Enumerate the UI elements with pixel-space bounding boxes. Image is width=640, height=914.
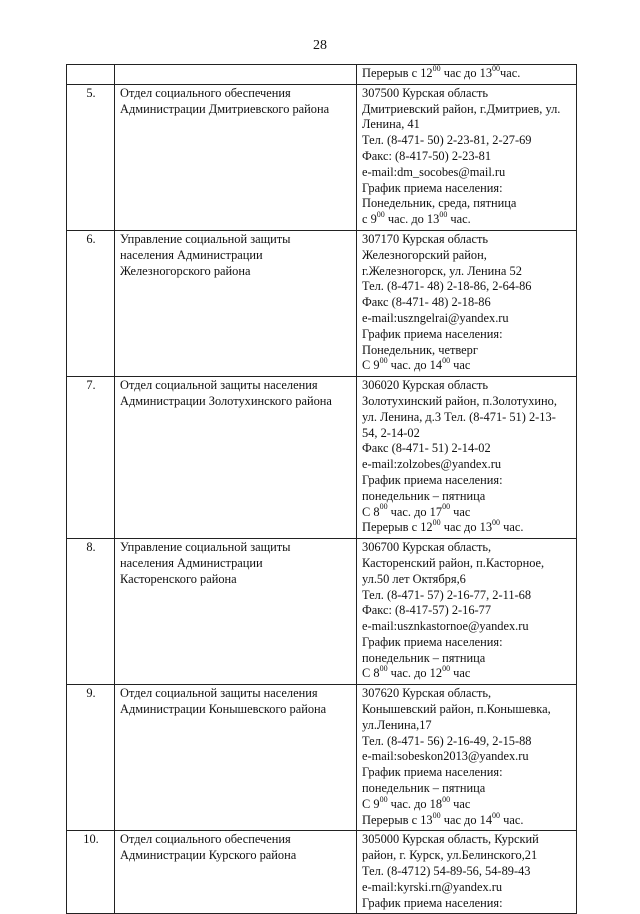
table-row [67, 685, 577, 831]
contact-info [357, 685, 577, 831]
offices-table [66, 64, 577, 914]
contact-line: Факс (8-471- 51) 2-14-02 [362, 441, 491, 456]
row-number: 10. [67, 831, 115, 914]
contact-line: 305000 Курская область, Курский [362, 832, 539, 847]
table-row [67, 539, 577, 685]
contact-line: С $8^{00}$ час. до $17^{00}$ час [362, 502, 471, 519]
department-name-line: Администрации Дмитриевского района [120, 101, 330, 116]
contact-line: 307170 Курская область [362, 231, 489, 246]
contact-line: район, г. Курск, ул.Белинского,21 [362, 848, 538, 863]
continuation-row [67, 65, 577, 85]
contact-line: 307500 Курская область [362, 85, 489, 100]
department-name-line: Управление социальной защиты [120, 231, 291, 246]
department-name [115, 539, 357, 685]
contact-line: Тел. (8-471- 50) 2-23-81, 2-27-69 [362, 133, 532, 148]
department-name-line: Отдел социального обеспечения [120, 85, 291, 100]
contact-line: С $9^{00}$ час. до $18^{00}$ час [362, 794, 471, 811]
department-name-line: Администрации Курского района [120, 848, 297, 863]
contact-line: Понедельник, четверг [362, 342, 478, 357]
contact-line: С $8^{00}$ час. до $12^{00}$ час [362, 664, 471, 681]
row-number: 5. [67, 84, 115, 230]
department-name-line: Касторенского района [120, 571, 237, 586]
contact-line: понедельник – пятница [362, 650, 486, 665]
table-row [67, 831, 577, 914]
contact-line: e-mail:uszngelrai@yandex.ru [362, 310, 509, 325]
contact-line: График приема населения: [362, 895, 503, 910]
contact-line: 306020 Курская область [362, 378, 489, 393]
name-cell [115, 65, 357, 85]
department-name-line: Отдел социальной защиты населения [120, 686, 318, 701]
contact-line: e-mail:usznkastornoe@yandex.ru [362, 619, 529, 634]
contact-line: График приема населения: [362, 765, 503, 780]
contact-line: Железногорский район, [362, 247, 487, 262]
page-number: 28 [313, 38, 327, 53]
contact-info [357, 230, 577, 376]
num-cell [67, 65, 115, 85]
contact-line: e-mail:zolzobes@yandex.ru [362, 457, 502, 472]
department-name [115, 685, 357, 831]
contact-line: График приема населения: [362, 634, 503, 649]
continuation-text: Перерыв с $12^{00}$ час до $13^{00}час$. [362, 63, 521, 80]
department-name-line: Администрации Золотухинского района [120, 393, 332, 408]
contact-line: ул.Ленина,17 [362, 717, 432, 732]
contact-line: понедельник – пятница [362, 781, 486, 796]
contact-line: Факс (8-471- 48) 2-18-86 [362, 295, 491, 310]
contact-line: Касторенский район, п.Касторное, [362, 555, 545, 570]
info-cell [357, 65, 577, 85]
department-name-line: населения Администрации [120, 555, 263, 570]
contact-info [357, 377, 577, 539]
contact-line: г.Железногорск, ул. Ленина 52 [362, 263, 522, 278]
contact-line: Факс: (8-417-50) 2-23-81 [362, 148, 492, 163]
contact-line: Перерыв с $13^{00}$ час до $14^{00}$ час. [362, 810, 524, 827]
contact-line: Тел. (8-471- 56) 2-16-49, 2-15-88 [362, 733, 532, 748]
contact-line: 54, 2-14-02 [362, 425, 420, 440]
contact-line: График приема населения: [362, 472, 503, 487]
contact-line: График приема населения: [362, 326, 503, 341]
contact-line: e-mail:kyrski.rn@yandex.ru [362, 879, 503, 894]
contact-line: С $9^{00}$ час. до $14^{00}$ час [362, 356, 471, 373]
contact-line: Тел. (8-471- 48) 2-18-86, 2-64-86 [362, 279, 532, 294]
department-name-line: Отдел социальной защиты населения [120, 378, 318, 393]
contact-line: 307620 Курская область, [362, 686, 492, 701]
department-name-line: Отдел социального обеспечения [120, 832, 291, 847]
contact-line: Факс: (8-417-57) 2-16-77 [362, 603, 492, 618]
department-name [115, 377, 357, 539]
contact-line: ул. Ленина, д.3 Тел. (8-471- 51) 2-13- [362, 409, 556, 424]
department-name [115, 831, 357, 914]
row-number: 7. [67, 377, 115, 539]
contact-line: Тел. (8-4712) 54-89-56, 54-89-43 [362, 864, 531, 879]
department-name-line: Железногорского района [120, 263, 251, 278]
contact-line: Золотухинский район, п.Золотухино, [362, 393, 557, 408]
row-number: 6. [67, 230, 115, 376]
department-name-line: Управление социальной защиты [120, 540, 291, 555]
contact-line: Дмитриевский район, г.Дмитриев, ул. [362, 101, 561, 116]
contact-line: График приема населения: [362, 180, 503, 195]
contact-info [357, 84, 577, 230]
table-row [67, 84, 577, 230]
contact-line: ул.50 лет Октября,6 [362, 571, 466, 586]
contact-line: Понедельник, среда, пятница [362, 196, 517, 211]
contact-line: понедельник – пятница [362, 488, 486, 503]
department-name [115, 230, 357, 376]
contact-line: Конышевский район, п.Конышевка, [362, 702, 551, 717]
contact-line: e-mail:dm_socobes@mail.ru [362, 164, 506, 179]
row-number: 8. [67, 539, 115, 685]
contact-line: Перерыв с $12^{00}$ час до $13^{00}$ час. [362, 518, 524, 535]
table-row [67, 230, 577, 376]
contact-info [357, 539, 577, 685]
table-row [67, 377, 577, 539]
department-name-line: населения Администрации [120, 247, 263, 262]
contact-line: Ленина, 41 [362, 117, 420, 132]
contact-line: Тел. (8-471- 57) 2-16-77, 2-11-68 [362, 587, 532, 602]
contact-line: e-mail:sobeskon2013@yandex.ru [362, 749, 529, 764]
contact-line: с $9^{00}$ час. до $13^{00}$ час. [362, 210, 471, 227]
contact-line: 306700 Курская область, [362, 540, 492, 555]
row-number: 9. [67, 685, 115, 831]
department-name [115, 84, 357, 230]
department-name-line: Администрации Конышевского района [120, 702, 327, 717]
contact-info [357, 831, 577, 914]
